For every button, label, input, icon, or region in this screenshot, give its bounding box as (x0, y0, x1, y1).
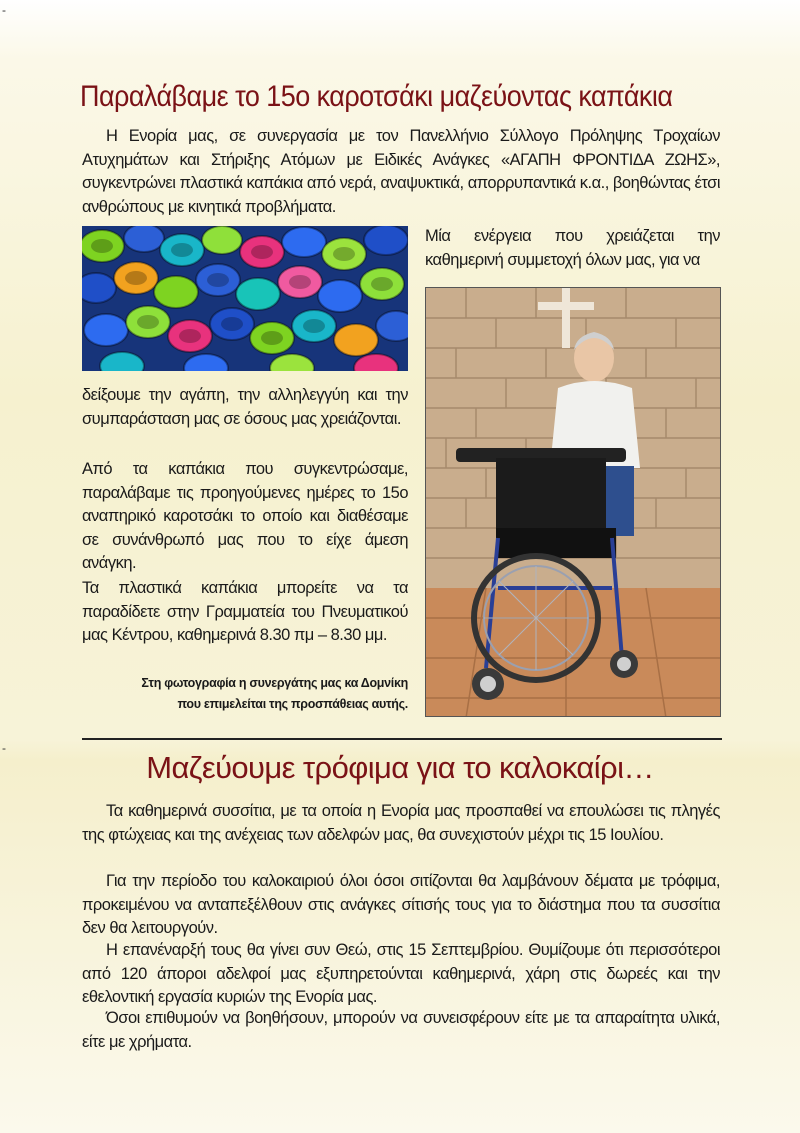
bottle-caps-photo (82, 226, 408, 371)
photo-caption (82, 673, 408, 715)
section2-paragraph-2: Για την περίοδο του καλοκαιριού όλοι όσοι σιτίζονται θα λαμβάνουν δέματα με τρόφιμα, προκειμένου να ανταπεξέλθουν στις ανάγκες σίτισής τους για το διάστημα που τα συσσίτια δεν θα λειτουργούν. (82, 872, 720, 937)
section1-left-text-2: Από τα καπάκια που συγκεντρώσαμε, παραλάβαμε τις προηγούμενες ημέρες το 15ο αναπηρικό καροτσάκι το οποίο και διαθέσαμε σε συνάνθρωπό μας που το είχε άμεση ανάγκη. (82, 460, 408, 572)
section1-right-text: Μία ενέργεια που χρειάζεται την καθημερινή συμμετοχή όλων μας, για να (425, 227, 720, 269)
section2-paragraph-4: Όσοι επιθυμούν να βοηθήσουν, μπορούν να συνεισφέρουν είτε με τα απαραίτητα υλικά, είτε με χρήματα. (82, 1009, 720, 1051)
section1-title: Παραλάβαμε το 15ο καροτσάκι μαζεύοντας καπάκια (80, 80, 673, 113)
section-divider (82, 738, 722, 740)
photo-caption-line2: που επιμελείται της προσπάθειας αυτής. (177, 697, 408, 711)
section2-paragraph-3: Η επανέναρξή τους θα γίνει συν Θεώ, στις 15 Σεπτεμβρίου. Θυμίζουμε ότι περισσότεροι από 120 άποροι αδελφοί μας εξυπηρετούνται καθημερινά, χάρη στις δωρεές και την εθελοντική εργασία κυριών της Ενορία μας. (82, 941, 720, 1006)
section1-left-text-1: δείξουμε την αγάπη, την αλληλεγγύη και την συμπαράσταση μας σε όσους μας χρειάζονται. (82, 386, 408, 428)
crop-mark-top: - (2, 3, 6, 17)
section1-intro: Η Ενορία μας, σε συνεργασία με τον Πανελλήνιο Σύλλογο Πρόληψης Τροχαίων Ατυχημάτων και Στήριξης Ατόμων με Ειδικές Ανάγκες «ΑΓΑΠΗ ΦΡΟΝΤΙΔΑ ΖΩΗΣ», συγκεντρώνει πλαστικά καπάκια από νερά, αναψυκτικά, απορρυπαντικά κ.α., βοηθώντας έτσι ανθρώπους με κινητικά προβλήματα. (82, 127, 720, 216)
section1-left-text-3: Τα πλαστικά καπάκια μπορείτε να τα παραδίδετε στην Γραμματεία του Πνευματικού μας Κέντρου, καθημερινά 8.30 πμ – 8.30 μμ. (82, 579, 408, 644)
crop-mark-middle: - (2, 741, 6, 755)
section2-title: Μαζεύουμε τρόφιμα για το καλοκαίρι… (146, 750, 654, 785)
photo-caption-line1: Στη φωτογραφία η συνεργάτης μας κα Δομνίκη (141, 676, 408, 690)
section2-paragraph-1: Τα καθημερινά συσσίτια, με τα οποία η Ενορία μας προσπαθεί να επουλώσει τις πληγές της φτώχειας και της ανέχειας των αδελφών μας, θα συνεχιστούν μέχρι τις 15 Ιουλίου. (82, 802, 720, 844)
wheelchair-photo (425, 287, 721, 717)
